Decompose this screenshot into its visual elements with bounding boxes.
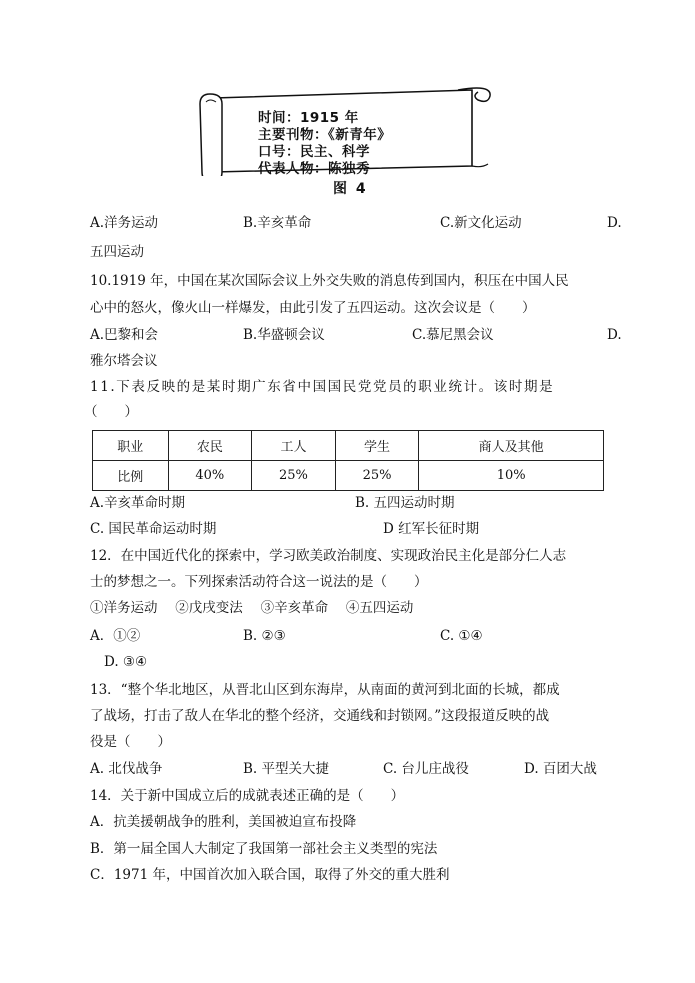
q10-stem-line2: 心中的怒火，像火山一样爆发，由此引发了五四运动。这次会议是（ ） xyxy=(90,300,536,316)
q14-option-a: A．抗美援朝战争的胜利，美国被迫宣布投降 xyxy=(90,814,357,830)
q12-option-a: A．①② xyxy=(90,628,141,644)
q9-option-b: B.辛亥革命 xyxy=(243,215,312,231)
table-cell: 25% xyxy=(252,461,336,491)
figure-line-time: 时间：1915 年 xyxy=(258,110,359,126)
q12-items: ①洋务运动 ②戊戌变法 ③辛亥革命 ④五四运动 xyxy=(90,600,414,616)
figure-line-person: 代表人物：陈独秀 xyxy=(258,161,370,177)
q14-option-b: B．第一届全国人大制定了我国第一部社会主义类型的宪法 xyxy=(90,841,438,857)
q11-stem-line2: （ ） xyxy=(84,404,138,420)
q11-stem-line1: 11.下表反映的是某时期广东省中国国民党党员的职业统计。该时期是 xyxy=(90,379,555,395)
q9-option-c: C.新文化运动 xyxy=(440,215,522,231)
q9-option-d-continued: 五四运动 xyxy=(90,244,144,260)
figure-caption: 图 4 xyxy=(333,181,368,197)
table-header-cell: 职业 xyxy=(93,431,169,461)
q12-stem-line1: 12．在中国近代化的探索中，学习欧美政治制度、实现政治民主化是部分仁人志 xyxy=(90,548,567,564)
table-row xyxy=(93,461,604,491)
q11-option-c: C. 国民革命运动时期 xyxy=(90,521,217,537)
q10-option-b: B.华盛顿会议 xyxy=(243,327,325,343)
table-header-cell: 工人 xyxy=(252,431,336,461)
q10-option-c: C.慕尼黑会议 xyxy=(412,327,494,343)
q10-option-d-continued: 雅尔塔会议 xyxy=(90,353,158,369)
q14-stem: 14．关于新中国成立后的成就表述正确的是（ ） xyxy=(90,788,405,804)
q12-option-d: D. ③④ xyxy=(104,654,148,670)
q14-option-c: C．1971 年，中国首次加入联合国，取得了外交的重大胜利 xyxy=(90,867,450,883)
q13-stem-line3: 役是（ ） xyxy=(90,734,171,750)
q11-option-b: B. 五四运动时期 xyxy=(355,495,455,511)
q9-option-a: A.洋务运动 xyxy=(90,215,159,231)
table-cell: 25% xyxy=(335,461,419,491)
q9-option-d: D. xyxy=(607,215,622,231)
q13-option-d: D. 百团大战 xyxy=(524,761,597,777)
occupation-table xyxy=(92,430,604,491)
table-cell: 10% xyxy=(419,461,604,491)
table-header-cell: 商人及其他 xyxy=(419,431,604,461)
q10-option-d: D. xyxy=(607,327,622,343)
q13-option-b: B. 平型关大捷 xyxy=(243,761,330,777)
q13-option-a: A. 北伐战争 xyxy=(90,761,163,777)
table-header-cell: 农民 xyxy=(168,431,252,461)
q13-stem-line1: 13．“整个华北地区，从晋北山区到东海岸，从南面的黄河到北面的长城，都成 xyxy=(90,682,560,698)
q13-stem-line2: 了战场，打击了敌人在华北的整个经济，交通线和封锁网。”这段报道反映的战 xyxy=(90,708,550,724)
table-header-row xyxy=(93,431,604,461)
figure-line-slogan: 口号：民主、科学 xyxy=(258,144,370,160)
table-header-cell: 学生 xyxy=(335,431,419,461)
q10-option-a: A.巴黎和会 xyxy=(90,327,159,343)
q10-stem-line1: 10.1919 年，中国在某次国际会议上外交失败的消息传到国内，积压在中国人民 xyxy=(90,273,569,289)
q12-option-b: B. ②③ xyxy=(243,628,286,644)
figure-line-journal: 主要刊物：《新青年》 xyxy=(258,127,392,143)
q12-stem-line2: 士的梦想之一。下列探索活动符合这一说法的是（ ） xyxy=(90,574,428,590)
q11-option-a: A.辛亥革命时期 xyxy=(90,495,186,511)
q13-option-c: C. 台儿庄战役 xyxy=(383,761,469,777)
table-cell: 40% xyxy=(168,461,252,491)
q11-option-d: D 红军长征时期 xyxy=(383,521,480,537)
q12-option-c: C. ①④ xyxy=(440,628,483,644)
table-cell: 比例 xyxy=(93,461,169,491)
